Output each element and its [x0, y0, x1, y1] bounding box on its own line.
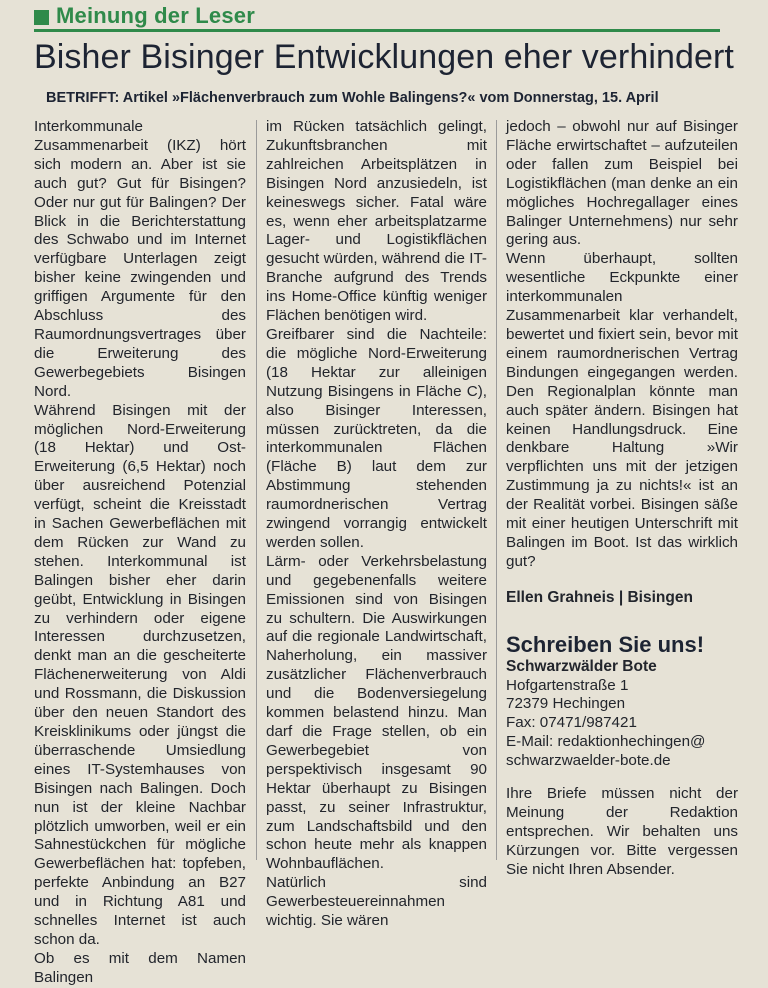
section-header — [34, 4, 720, 30]
fax-number: Fax: 07471/987421 — [506, 714, 637, 732]
author-signature: Ellen Grahneis | Bisingen — [506, 588, 693, 606]
email-line-1: E-Mail: redaktionhechingen@ — [506, 733, 706, 751]
column-3 — [506, 118, 738, 880]
column-2 — [266, 118, 487, 931]
column-1 — [34, 118, 246, 988]
paragraph: Interkommunale Zusammenarbeit (IKZ) hört sich modern an. Aber ist sie auch gut? Gut für Bisingen? Oder nur gut für Balingen? Der Blick in die Berichterstattung des Schwabo und im Internet verfügbare Unterlagen zeigt bisher keine zwingenden und griffigen Argumente für den Abschluss des Raumordnungsvertrages über die Erweiterung des Gewerbegebiets Bisingen Nord. — [34, 118, 246, 400]
section-square-icon — [34, 10, 49, 25]
paragraph: im Rücken tatsächlich gelingt, Zukunftsbranchen mit zahlreichen Arbeitsplätzen in Bisingen Nord anzusiedeln, ist keineswegs sicher. Fatal wäre es, wenn eher arbeitsplatzarme Lager- und Logistikflächen gesucht würden, während die IT-Branche aufgrund des Trends ins Home-Office künftig weniger Flächen benötigen wird. — [266, 118, 487, 325]
column-divider — [496, 120, 497, 860]
paragraph: jedoch – obwohl nur auf Bisinger Fläche erwirtschaftet – aufzuteilen oder fallen zum Beispiel bei Logistikflächen (man denke an ein mögliches Hochregallager eines Balinger Unternehmens) nur sehr gering aus. — [506, 118, 738, 249]
paragraph: Greifbarer sind die Nachteile: die mögliche Nord-Erweiterung (18 Hektar zur alleinigen Nutzung Bisingens in Fläche C), also Bisinger Interessen, müssen zurücktreten, da die interkommunalen Flächen (Fläche B) laut dem zur Abstimmung stehenden raumordnerischen Vertrag zwingend vorrangig entwickelt werden sollen. — [266, 325, 487, 551]
paragraph: Natürlich sind Gewerbesteuereinnahmen wichtig. Sie wären — [266, 874, 487, 930]
section-label: Meinung der Leser — [56, 3, 255, 28]
headline: Bisher Bisinger Entwicklungen eher verhindert — [34, 38, 734, 76]
paragraph: Wenn überhaupt, sollten wesentliche Eckpunkte einer interkommunalen Zusammenarbeit klar verhandelt, bewertet und fixiert sein, bevor mit einem raumordnerischen Vertrag Bindungen eingegangen werden. Den Regionalplan könnte man auch später ändern. Bisingen hat keinen Handlungsdruck. Eine denkbare Haltung »Wir verpflichten uns mit der jetzigen Zustimmung ja zu nichts!« ist an der Realität vorbei. Bisingen säße mit einer heutigen Unterschrift mit Balingen im Boot. Ist das wirklich gut? — [506, 250, 738, 570]
editorial-note: Ihre Briefe müssen nicht der Meinung der Redaktion entsprechen. Wir behalten uns Kürzungen vor. Bitte vergessen Sie nicht Ihren Absender. — [506, 785, 738, 878]
subject-line: BETRIFFT: Artikel »Flächenverbrauch zum Wohle Balingens?« vom Donnerstag, 15. April — [46, 90, 659, 106]
publisher-name: Schwarzwälder Bote — [506, 657, 657, 675]
address-street: Hofgartenstraße 1 — [506, 676, 629, 694]
paragraph: Ob es mit dem Namen Balingen — [34, 949, 246, 986]
paragraph: Während Bisingen mit der möglichen Nord-Erweiterung (18 Hektar) und Ost-Erweiterung (6,5 Hektar) noch über ausreichend Potenzial verfügt, scheint die Kreisstadt in Sachen Gewerbeflächen mit dem Rücken zur Wand zu stehen. Interkommunal ist Balingen bisher eher darin geübt, Entwicklung in Bisingen zu verhindern oder eigene Interessen durchzusetzen, denkt man an die gescheiterte Flächenerweiterung von Aldi und Rossmann, die Diskussion über den neuen Standort des Kreisklinikums oder jüngst die überraschende Umsiedlung eines IT-Systemhauses von Bisingen nach Balingen. Doch nun ist der kleine Nachbar plötzlich umworben, weil er ein Sahnestückchen für mögliche Gewerbeflächen hat: topfeben, perfekte Anbindung an B27 und in Richtung A81 und schnelles Internet ist auch schon da. — [34, 401, 246, 948]
write-us-title: Schreiben Sie uns! — [506, 631, 705, 657]
address-city: 72379 Hechingen — [506, 695, 626, 713]
paragraph: Lärm- oder Verkehrsbelastung und gegebenenfalls weitere Emissionen sind von Bisingen zu schultern. Die Auswirkungen auf die regionale Landwirtschaft, Naherholung, ein massiver zusätzlicher Flächenverbrauch und die Bodenversiegelung kommen belastend hinzu. Man darf die Frage stellen, ob ein Gewerbegebiet von perspektivisch insgesamt 90 Hektar überhaupt zu Bisingen passt, zu seiner Infrastruktur, zum Landschaftsbild und den schon heute mehr als knappen Wohnbauflächen. — [266, 552, 487, 873]
email-line-2: schwarzwaelder-bote.de — [506, 752, 671, 770]
column-divider — [256, 120, 257, 860]
section-rule — [34, 29, 720, 32]
